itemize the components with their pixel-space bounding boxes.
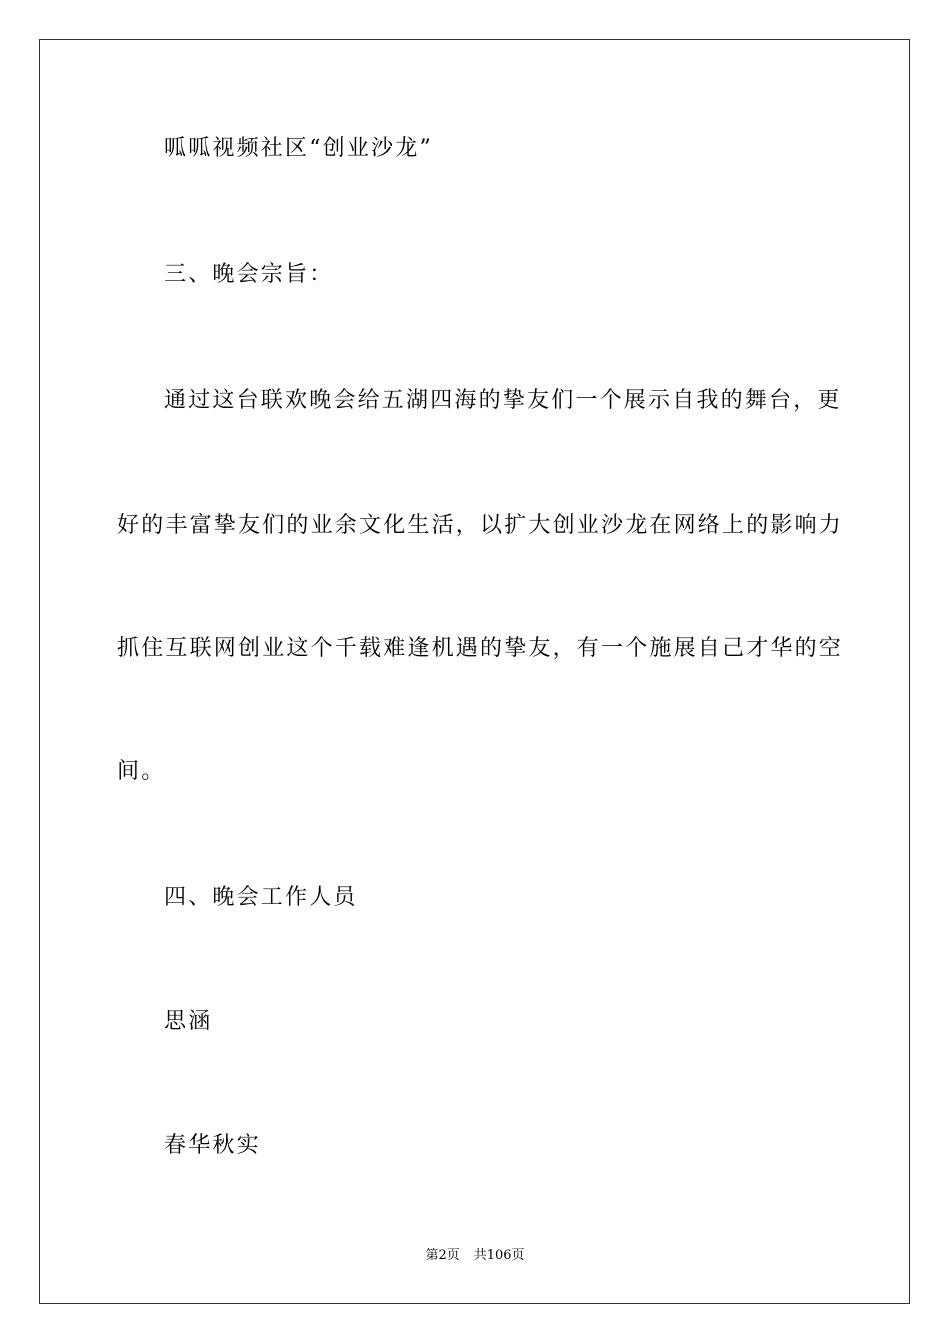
paragraph-venue: 呱呱视频社区“创业沙龙” [164,136,433,161]
page-total: 共106页 [473,1248,525,1263]
staff-name-2: 春华秋实 [164,1133,261,1158]
page-footer [0,1246,950,1266]
page-number: 第2页 [425,1248,460,1263]
paragraph-purpose-line-1: 通过这台联欢晚会给五湖四海的挚友们一个展示自我的舞台，更 [164,388,842,413]
page-border [39,39,910,1304]
section-heading-staff: 四、晚会工作人员 [164,885,358,910]
section-heading-purpose: 三、晚会宗旨： [164,262,334,287]
paragraph-purpose-line-2: 好的丰富挚友们的业余文化生活，以扩大创业沙龙在网络上的影响力 [117,513,844,538]
paragraph-purpose-line-4: 间。 [117,759,166,784]
staff-name-1: 思涵 [164,1009,213,1034]
paragraph-purpose-line-3: 抓住互联网创业这个千载难逢机遇的挚友，有一个施展自己才华的空 [117,636,844,661]
